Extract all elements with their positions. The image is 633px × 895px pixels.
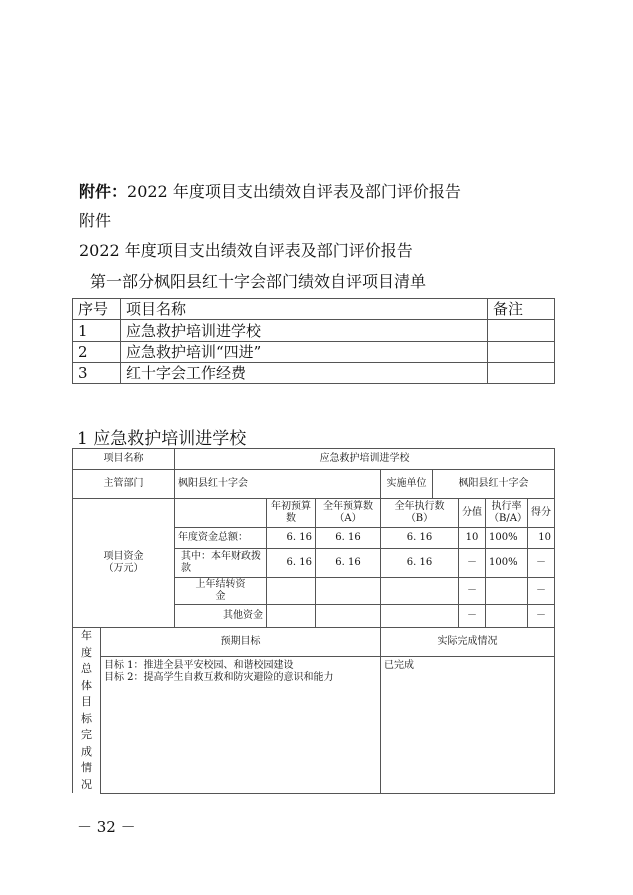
heading-bold: 附件： [79, 182, 128, 201]
label: 项目名称 [73, 449, 175, 470]
cell [316, 578, 381, 605]
cell [267, 578, 316, 605]
cell: 6. 16 [267, 528, 316, 549]
cell [381, 605, 459, 628]
row-label: 上年结转资金 [175, 578, 267, 605]
col-header: 得分 [528, 499, 555, 528]
goal-item: 目标 1：推进全县平安校园、和谐校园建设 [104, 659, 294, 671]
cell: 2 [73, 342, 121, 363]
cell: － [528, 549, 555, 578]
list-row [73, 363, 555, 384]
cell [316, 605, 381, 628]
self-eval-table [72, 448, 555, 628]
header-index: 序号 [73, 299, 121, 320]
heading-text: 2022 年度项目支出绩效自评表及部门评价报告 [127, 182, 461, 201]
col-header: 年初预算数 [267, 499, 316, 528]
section-title: 1 应急救护培训进学校 [77, 429, 247, 449]
col-header: 分值 [459, 499, 486, 528]
report-title: 2022 年度项目支出绩效自评表及部门评价报告 [79, 241, 413, 260]
cell: － [528, 605, 555, 628]
col-header: 执行率（B/A） [486, 499, 528, 528]
cell: 6. 16 [316, 528, 381, 549]
cell [488, 342, 555, 363]
row-label: 年度资金总额： [175, 528, 267, 549]
cell: 应急救护培训“四进” [121, 342, 488, 363]
cell [488, 320, 555, 342]
project-name: 应急救护培训进学校 [175, 449, 555, 470]
cell [267, 605, 316, 628]
row-label: 其中：本年财政拨款 [175, 549, 267, 578]
cell: 6. 16 [316, 549, 381, 578]
cell: － [459, 605, 486, 628]
cell: 应急救护培训进学校 [121, 320, 488, 342]
cell [486, 578, 528, 605]
list-row [73, 320, 555, 342]
cell: － [459, 549, 486, 578]
expected-goals [101, 656, 381, 793]
label: 主管部门 [73, 470, 175, 499]
project-list-table [72, 298, 555, 384]
cell: 6. 16 [381, 549, 459, 578]
funds-label: 项目资金（万元） [73, 499, 175, 628]
attachment-label: 附件 [79, 211, 112, 230]
part-one-title: 第一部分枫阳县红十字会部门绩效自评项目清单 [90, 272, 427, 291]
cell: 6. 16 [381, 528, 459, 549]
page-number: － 32 － [77, 818, 136, 836]
goal-item: 目标 2：提高学生自救互救和防灾避险的意识和能力 [104, 671, 334, 683]
expected-header: 预期目标 [101, 628, 381, 657]
cell: － [528, 578, 555, 605]
col-header: 全年执行数（B） [381, 499, 459, 528]
list-row [73, 342, 555, 363]
cell: － [459, 578, 486, 605]
cell [381, 578, 459, 605]
actual-header: 实际完成情况 [381, 628, 555, 657]
cell: 10 [528, 528, 555, 549]
cell [488, 363, 555, 384]
cell: 红十字会工作经费 [121, 363, 488, 384]
attachment-heading [79, 179, 461, 202]
cell: 3 [73, 363, 121, 384]
label: 实施单位 [381, 470, 433, 499]
list-header-row [73, 299, 555, 320]
header-name: 项目名称 [121, 299, 488, 320]
cell: 100% [486, 549, 528, 578]
row-label: 其他资金 [175, 605, 267, 628]
cell: 1 [73, 320, 121, 342]
goals-table [72, 627, 555, 794]
impl-unit: 枫阳县红十字会 [433, 470, 555, 499]
cell: 10 [459, 528, 486, 549]
goal-side-label: 年度总体目标完成情况 [73, 628, 101, 794]
col-header: 全年预算数（A） [316, 499, 381, 528]
cell: 6. 16 [267, 549, 316, 578]
cell: 100% [486, 528, 528, 549]
cell [486, 605, 528, 628]
header-note: 备注 [488, 299, 555, 320]
dept: 枫阳县红十字会 [175, 470, 381, 499]
actual-status: 已完成 [381, 656, 555, 793]
